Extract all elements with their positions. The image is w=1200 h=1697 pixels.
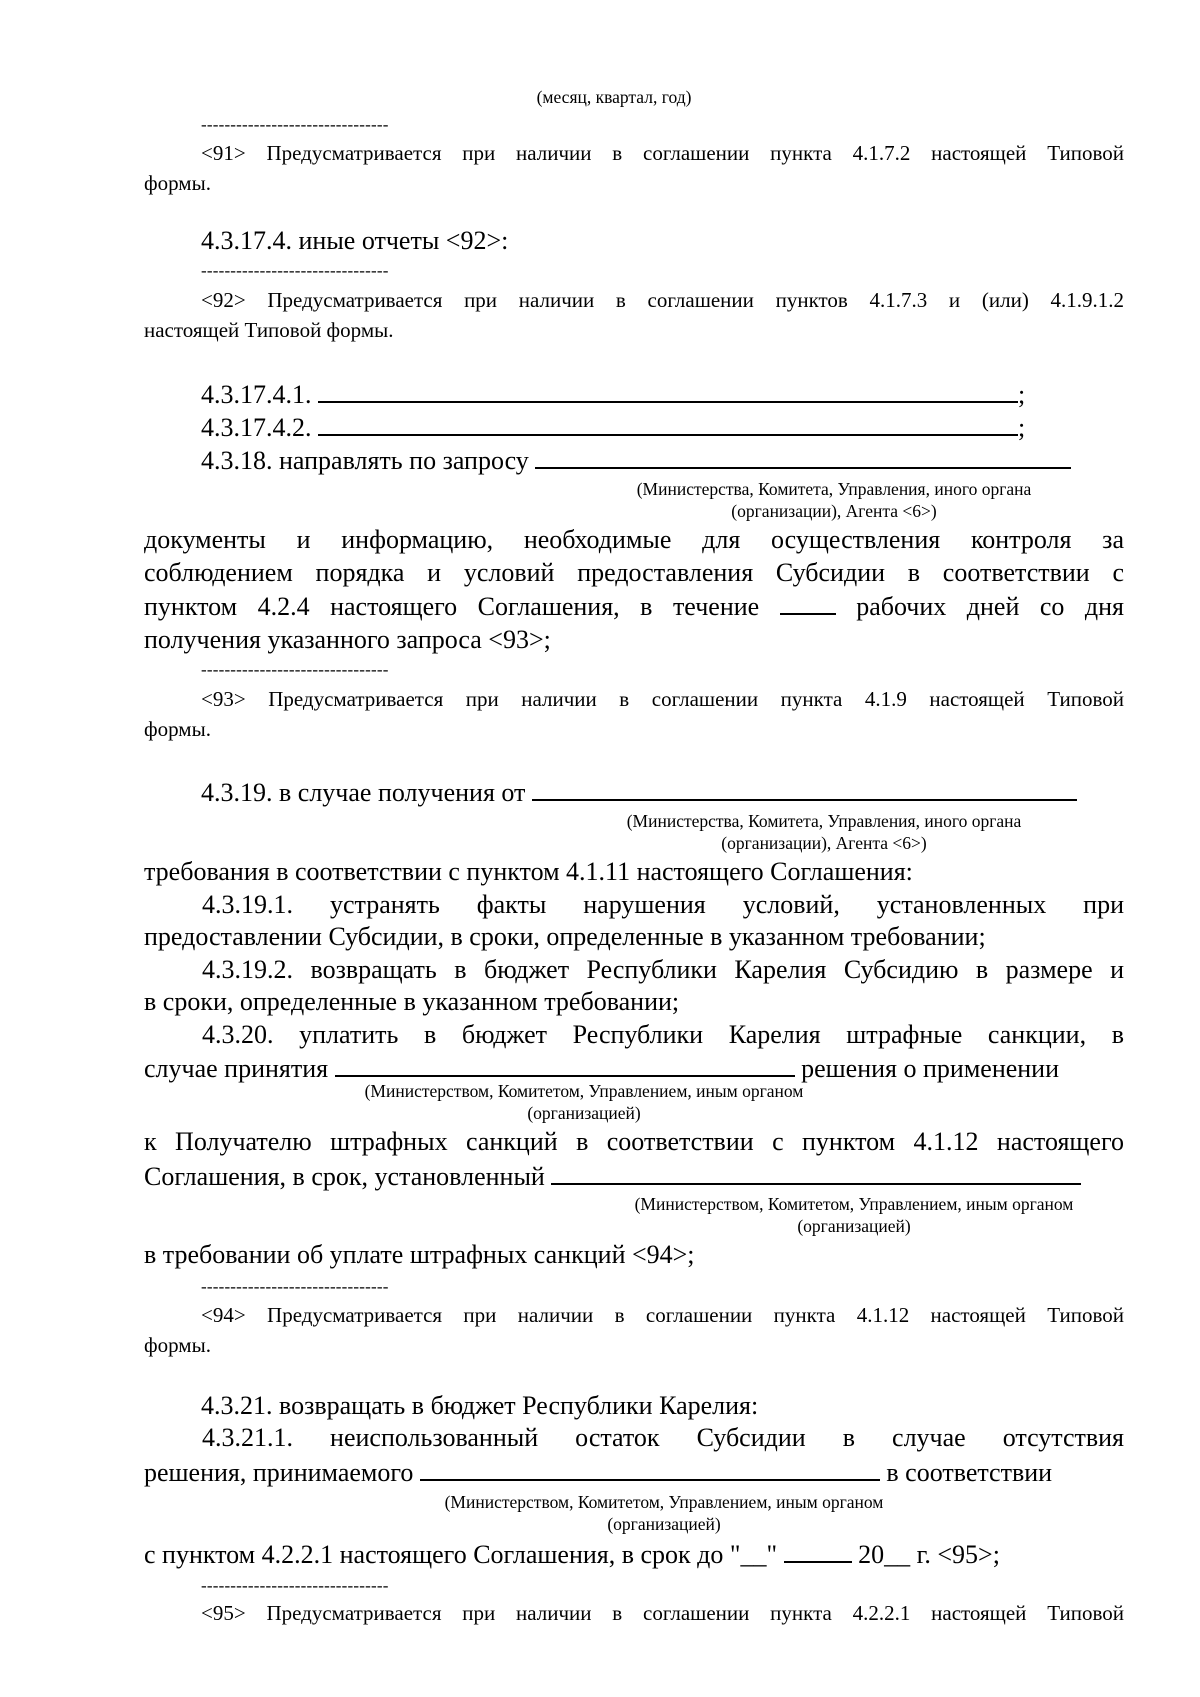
caption-organization: (организацией): [797, 1216, 911, 1236]
body-text: решения о применении: [801, 1054, 1060, 1083]
line-end: ;: [1018, 413, 1026, 442]
body-line: [144, 1455, 1124, 1490]
blank-line: [318, 410, 1018, 436]
footnote-93: [144, 684, 1124, 744]
item-label: 4.3.17.4.2.: [201, 413, 312, 442]
item-label: 4.3.18. направлять по запросу: [201, 446, 529, 475]
item-4-3-18: [201, 443, 1181, 478]
footnote-91-line2: формы.: [144, 171, 211, 195]
footnote-95: [144, 1598, 1124, 1628]
blank-line: [318, 377, 1018, 403]
item-label: 4.3.19. в случае получения от: [201, 778, 526, 807]
body-line: получения указанного запроса <93>;: [144, 624, 551, 654]
footnote-91: [144, 138, 1124, 198]
caption-organization: (организацией): [607, 1514, 721, 1534]
footnote-separator: --------------------------------: [201, 1277, 389, 1296]
footnote-92-line2: настоящей Типовой формы.: [144, 318, 394, 342]
footnote-92-line1: <92> Предусматривается при наличии в соглашении пунктов 4.1.7.3 и (или) 4.1.9.1.2: [201, 288, 1124, 312]
footnote-separator: --------------------------------: [201, 660, 389, 679]
body-text: случае принятия: [144, 1054, 329, 1083]
item-4-3-21: 4.3.21. возвращать в бюджет Республики Карелия:: [201, 1391, 759, 1420]
body-text: 20__ г. <95>;: [858, 1540, 1000, 1569]
body-line: требования в соответствии с пунктом 4.1.11 настоящего Соглашения:: [144, 857, 913, 886]
footnote-separator: --------------------------------: [201, 261, 389, 280]
body-line: 4.3.19.1. устранять факты нарушения условий, установленных при: [202, 889, 1124, 919]
footnote-94-line1: <94> Предусматривается при наличии в соглашении пункта 4.1.12 настоящей Типовой: [201, 1303, 1124, 1327]
body-line: 4.3.21.1. неиспользованный остаток Субсидии в случае отсутствия: [202, 1423, 1124, 1452]
body-line: [144, 1159, 1124, 1194]
body-line: соблюдением порядка и условий предоставления Субсидии в соответствии с: [144, 557, 1124, 587]
item-4-3-17-4: 4.3.17.4. иные отчеты <92>:: [201, 226, 509, 255]
body-text: Соглашения, в срок, установленный: [144, 1161, 545, 1191]
line-end: ;: [1018, 380, 1026, 409]
item-4-3-21-1: [144, 1422, 1124, 1489]
blank-line: [535, 443, 1071, 469]
item-4-3-19-body: [144, 856, 1124, 1086]
item-4-3-20-body: [144, 1126, 1124, 1193]
caption-organization: (организацией): [527, 1103, 641, 1123]
item-label: 4.3.17.4.1.: [201, 380, 312, 409]
caption-organization: (организации), Агента <6>): [731, 501, 937, 521]
caption-ministry-instrumental: (Министерством, Комитетом, Управлением, иным органом: [444, 1492, 884, 1512]
footnote-95-line1: <95> Предусматривается при наличии в соглашении пункта 4.2.2.1 настоящей Типовой: [201, 1601, 1124, 1625]
body-line: документы и информацию, необходимые для осуществления контроля за: [144, 525, 1124, 554]
item-4-3-19: [201, 775, 1181, 810]
body-text: с пунктом 4.2.2.1 настоящего Соглашения, в срок до "__": [144, 1540, 778, 1569]
body-line: [144, 589, 1124, 624]
footnote-93-line1: <93> Предусматривается при наличии в соглашении пункта 4.1.9 настоящей Типовой: [201, 687, 1124, 711]
footnote-separator: --------------------------------: [201, 1576, 389, 1595]
footnote-separator: --------------------------------: [201, 115, 389, 134]
body-line: к Получателю штрафных санкций в соответствии с пунктом 4.1.12 настоящего: [144, 1127, 1124, 1156]
blank-month: [784, 1537, 852, 1563]
footnote-94-line2: формы.: [144, 1333, 211, 1357]
item-4-3-20-end: в требовании об уплате штрафных санкций <94>;: [144, 1240, 695, 1269]
body-text: пунктом 4.2.4 настоящего Соглашения, в течение: [144, 592, 760, 621]
body-line: 4.3.20. уплатить в бюджет Республики Карелия штрафные санкции, в: [202, 1019, 1124, 1049]
footnote-92: [144, 285, 1124, 345]
body-line: 4.3.19.2. возвращать в бюджет Республики Карелия Субсидию в размере и: [202, 954, 1124, 984]
body-text: рабочих дней со дня: [856, 592, 1125, 621]
caption-month-quarter-year: (месяц, квартал, год): [536, 87, 692, 107]
footnote-93-line2: формы.: [144, 717, 211, 741]
blank-days: [780, 589, 836, 615]
caption-ministry-instrumental: (Министерством, Комитетом, Управлением, иным органом: [634, 1194, 1074, 1214]
body-text: решения, принимаемого: [144, 1457, 414, 1487]
caption-ministry: (Министерства, Комитета, Управления, иного органа: [636, 479, 1032, 499]
item-4-3-17-4-1: [201, 377, 1181, 412]
blank-line: [532, 775, 1077, 801]
footnote-91-line1: <91> Предусматривается при наличии в соглашении пункта 4.1.7.2 настоящей Типовой: [201, 141, 1124, 165]
caption-organization: (организации), Агента <6>): [721, 833, 927, 853]
blank-line: [335, 1051, 795, 1077]
body-line: в сроки, определенные в указанном требовании;: [144, 987, 680, 1016]
blank-line: [551, 1159, 1081, 1185]
item-4-3-17-4-2: [201, 410, 1181, 445]
body-line: предоставлении Субсидии, в сроки, определенные в указанном требовании;: [144, 922, 986, 951]
blank-line: [420, 1455, 880, 1481]
caption-ministry: (Министерства, Комитета, Управления, иного органа: [626, 811, 1022, 831]
item-4-3-18-body: [144, 524, 1124, 656]
item-4-3-21-1-deadline: [144, 1537, 1124, 1572]
caption-ministry-instrumental: (Министерством, Комитетом, Управлением, иным органом: [364, 1081, 804, 1101]
body-text: в соответствии: [886, 1457, 1053, 1487]
footnote-94: [144, 1300, 1124, 1360]
